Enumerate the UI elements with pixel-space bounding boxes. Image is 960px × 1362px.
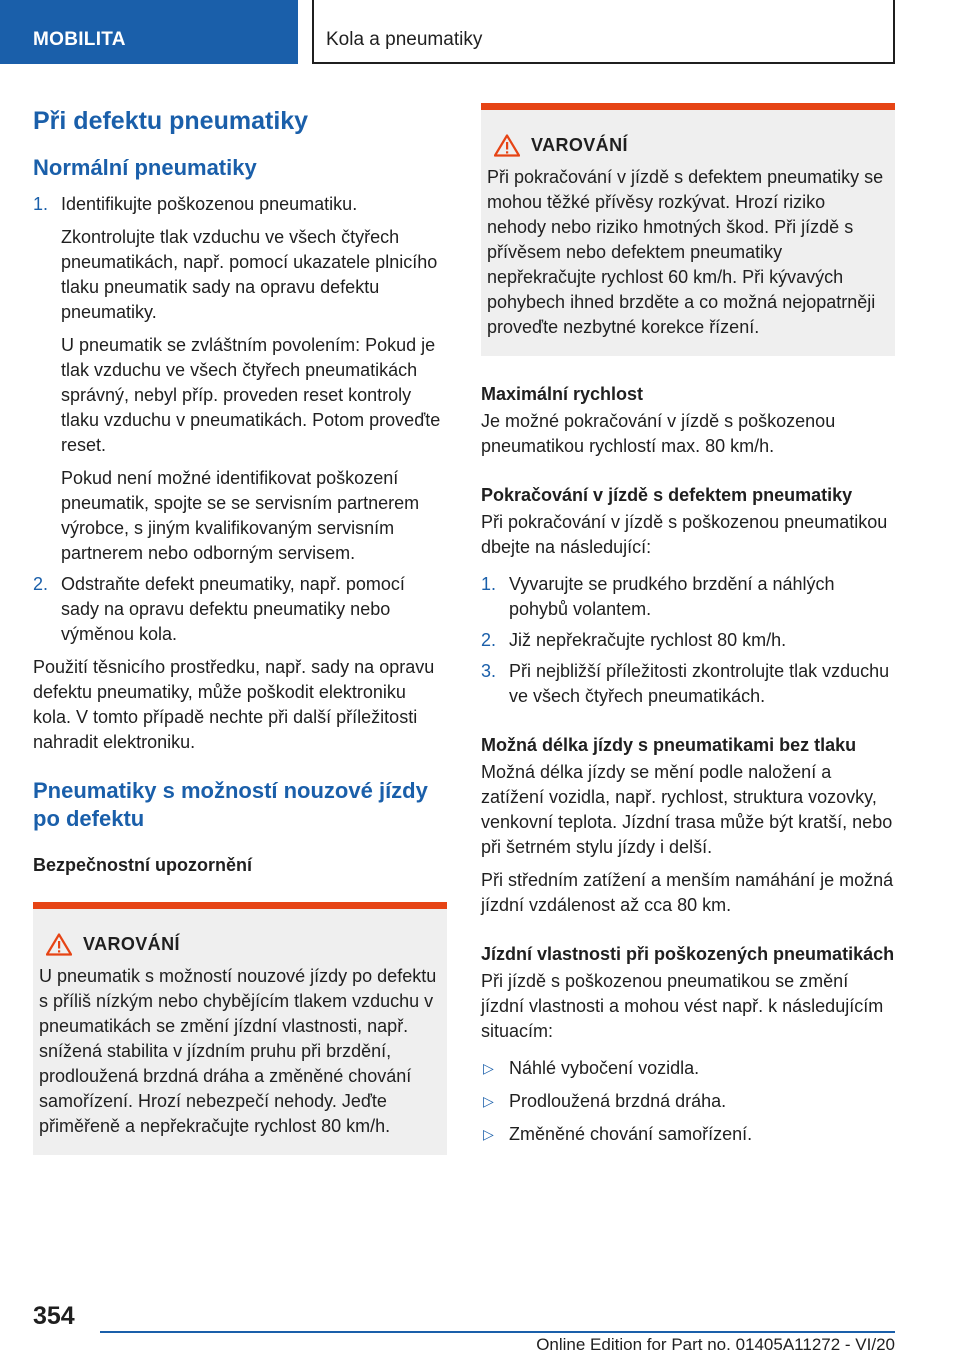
list-item: [481, 1122, 895, 1147]
warning-title: VAROVÁNÍ: [531, 135, 628, 155]
runflat-heading: Pneumatiky s možností nouzové jízdy po defektu: [33, 778, 428, 831]
step-text: Již nepřekračujte rychlost 80 km/h.: [509, 630, 787, 650]
warning-header: [39, 933, 441, 956]
range-text: Při středním zatížení a menším namáhání je možná jízdní vzdálenost až cca 80 km.: [481, 870, 894, 915]
warning-title: VAROVÁNÍ: [83, 934, 180, 954]
triangle-bullet-icon: ▷: [483, 1093, 494, 1109]
range-section: [481, 733, 895, 918]
driving-section: [481, 942, 895, 1147]
bullet-text: Náhlé vybočení vozidla.: [509, 1058, 700, 1078]
warning-text: Při pokračování v jízdě s defektem pneumatiky se mohou těžké přívěsy rozkývat. Hrozí riziko nehody nebo riziko hmotných škod. Při jízdě s přívěsem nebo defektem pneumatiky nepřekračujte rychlost 60 km/h. Při kývavých pohybech ihned brzděte a co možná nejopatrněji proveďte nezbytné korekce řízení.: [487, 167, 884, 337]
bullet-text: Změněné chování samořízení.: [509, 1124, 753, 1144]
max-speed-text: Je možné pokračování v jízdě s poškozenou pneumatikou rychlostí max. 80 km/h.: [481, 411, 836, 456]
header-chapter-title: Kola a pneumatiky: [312, 0, 895, 64]
step-number: 2.: [481, 630, 497, 650]
step-text: Při nejbližší příležitosti zkontrolujte tlak vzduchu ve všech čtyřech pneumatikách.: [509, 661, 890, 706]
continue-steps: [481, 572, 895, 709]
safety-heading: Bezpečnostní upozornění: [33, 855, 253, 875]
step-text: Odstraňte defekt pneumatiky, např. pomocí sady na opravu defektu pneumatiky nebo výměnou kola.: [61, 574, 405, 644]
step-number: 1.: [481, 574, 497, 594]
range-text: Možná délka jízdy se mění podle naložení a zatížení vozidla, např. rychlost, struktura vozovky, venkovní teplota. Jízdní trasa může být kratší, nebo při šetrném stylu jízdy i delší.: [481, 762, 893, 857]
step-number: 2.: [33, 574, 49, 594]
normal-tires-steps: [33, 192, 447, 647]
warning-box: [33, 902, 447, 1155]
warning-text: U pneumatik s možností nouzové jízdy po defektu s příliš nízkým nebo chybějícím tlakem vzduchu v pneumatikách se změní jízdní vlastnosti, např. snížená stabilita v jízdním pruhu při brzdění, prodloužená brzdná dráha a změněné chování samořízení. Hrozí nebezpečí nehody. Jeďte přiměřeně a nepřekračujte rychlost 80 km/h.: [39, 966, 437, 1136]
warning-box: [481, 103, 895, 356]
driving-bullets: [481, 1056, 895, 1147]
header-section-tab: MOBILITA: [0, 0, 298, 64]
warning-triangle-icon: [487, 134, 527, 157]
page-number: 354: [33, 1302, 75, 1330]
list-item: [33, 192, 447, 566]
step-text: Vyvarujte se prudkého brzdění a náhlých pohybů volantem.: [509, 574, 835, 619]
max-speed-section: [481, 382, 895, 459]
right-column: [481, 103, 895, 1171]
sealant-note: Použití těsnicího prostředku, např. sady na opravu defektu pneumatiky, může poškodit elektroniku kola. V tomto případě nechte při další příležitosti nahradit elektroniku.: [33, 657, 435, 752]
max-speed-heading: Maximální rychlost: [481, 384, 644, 404]
list-item: [481, 572, 895, 622]
list-item: [481, 659, 895, 709]
normal-tires-heading: Normální pneumatiky: [33, 155, 257, 180]
step-number: 3.: [481, 661, 497, 681]
bullet-text: Prodloužená brzdná dráha.: [509, 1091, 727, 1111]
range-heading: Možná délka jízdy s pneumatikami bez tlaku: [481, 735, 857, 755]
list-item: [481, 1056, 895, 1081]
step-detail: U pneumatik se zvláštním povolením: Pokud je tlak vzduchu ve všech čtyřech pneumatikách správný, nebyl příp. proveden reset kontroly tlaku vzduchu v pneumatikách. Potom proveďte reset.: [61, 335, 441, 455]
warning-triangle-icon: [39, 933, 79, 956]
list-item: [33, 572, 447, 647]
driving-text: Při jízdě s poškozenou pneumatikou se změní jízdní vlastnosti a mohou vést např. k následujícím situacím:: [481, 971, 884, 1041]
step-detail: Pokud není možné identifikovat poškození pneumatik, spojte se se servisním partnerem výrobce, s jiným kvalifikovaným servisním partnerem nebo odborným servisem.: [61, 468, 420, 563]
step-text: Identifikujte poškozenou pneumatiku.: [61, 194, 358, 214]
continue-section: [481, 483, 895, 709]
triangle-bullet-icon: ▷: [483, 1060, 494, 1076]
driving-heading: Jízdní vlastnosti při poškozených pneumatikách: [481, 944, 895, 964]
page-title: Při defektu pneumatiky: [33, 107, 309, 135]
continue-text: Při pokračování v jízdě s poškozenou pneumatikou dbejte na následující:: [481, 512, 888, 557]
list-item: [481, 628, 895, 653]
list-item: [481, 1089, 895, 1114]
footer-divider: [100, 1331, 895, 1333]
step-number: 1.: [33, 194, 49, 214]
step-detail: Zkontrolujte tlak vzduchu ve všech čtyřech pneumatikách, např. pomocí ukazatele plnicího tlaku pneumatik sady na opravu defektu pneumatiky.: [61, 227, 438, 322]
triangle-bullet-icon: ▷: [483, 1126, 494, 1142]
left-column: [33, 100, 447, 1185]
footer-edition: Online Edition for Part no. 01405A11272 - VI/20: [536, 1335, 895, 1354]
continue-heading: Pokračování v jízdě s defektem pneumatiky: [481, 485, 853, 505]
warning-header: [487, 134, 889, 157]
